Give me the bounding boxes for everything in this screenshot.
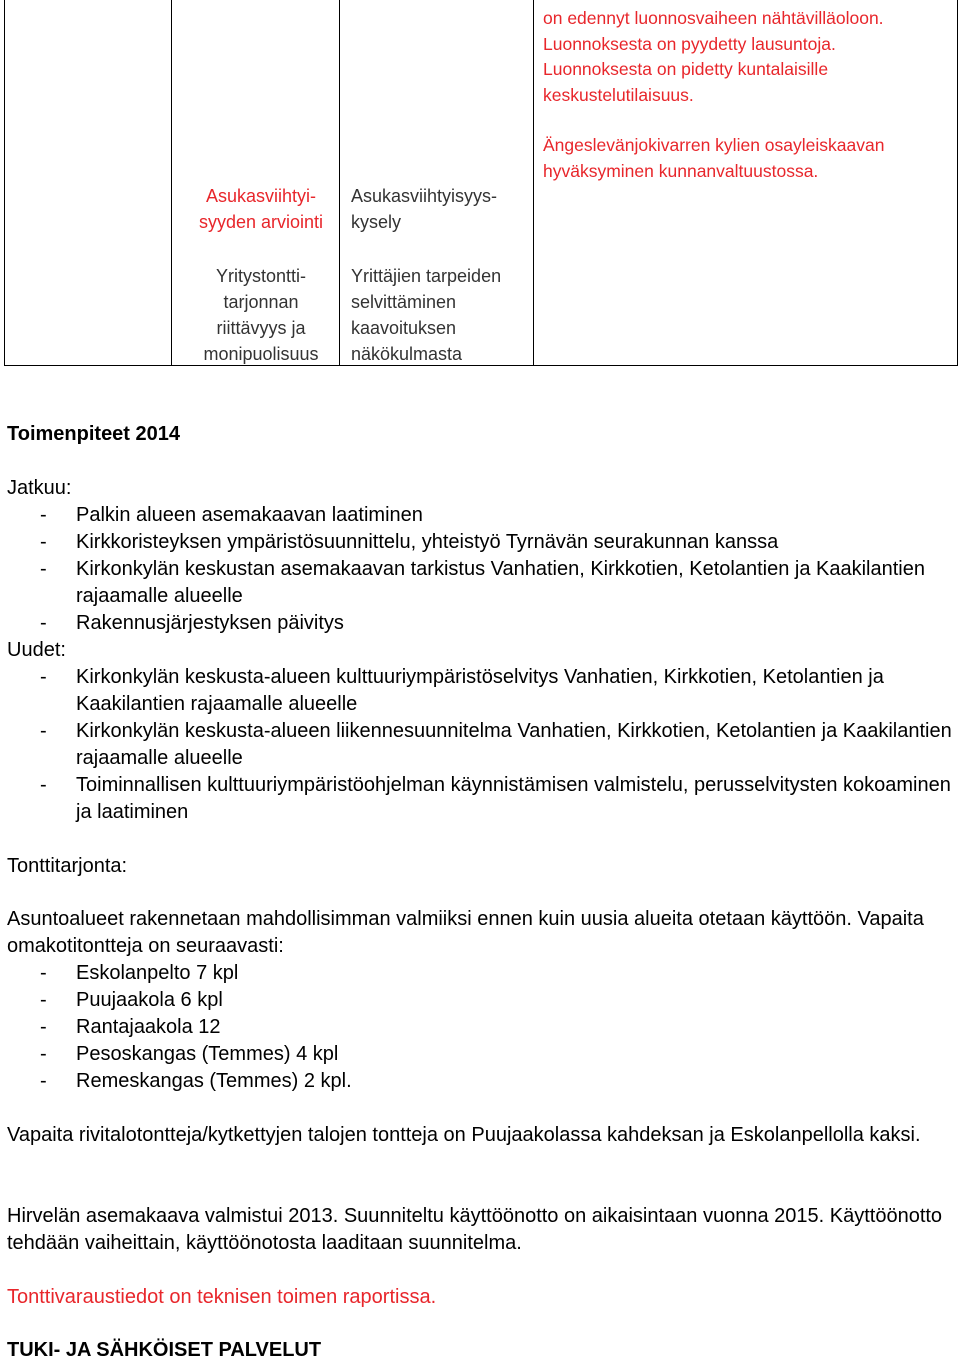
- list-item: - Rantajaakola 12: [40, 1016, 221, 1038]
- tonttitarjonta-label: Tonttitarjonta:: [7, 855, 128, 877]
- status-line: Luonnoksesta on pyydetty lausuntoja.: [543, 33, 836, 54]
- list-item: - Kirkkoristeyksen ympäristösuunnittelu, yhteistyö Tyrnävän seurakunnan kanssa: [40, 531, 779, 553]
- list-item: - Eskolanpelto 7 kpl: [40, 962, 239, 984]
- tonttitarjonta-section: [7, 906, 952, 1095]
- status-line: Luonnoksesta on pidetty kuntalaisille: [543, 59, 829, 79]
- list-item: - Puujaakola 6 kpl: [40, 989, 223, 1011]
- cell-asukasviihtyisyys-arviointi: Asukasviihtyi- syyden arviointi: [198, 186, 324, 232]
- toimenpiteet-lists: [7, 475, 952, 826]
- jatkuu-label: Jatkuu:: [7, 477, 72, 499]
- uudet-label: Uudet:: [7, 639, 66, 661]
- cell-asukasviihtyisyyskysely: Asukasviihtyisyys- kysely: [351, 186, 498, 232]
- hirvela-paragraph: Hirvelän asemakaava valmistui 2013. Suunniteltu käyttöönotto on aikaisintaan vuonna 2015. Käyttöönotto tehdään vaiheittain, käyttöönotosta laaditaan suunnitelma.: [7, 1205, 943, 1254]
- actions-table: [4, 0, 958, 366]
- section-heading-tuki-palvelut: TUKI- JA SÄHKÖISET PALVELUT: [7, 1339, 322, 1361]
- status-line: keskustelutilaisuus.: [543, 84, 694, 105]
- rivitalo-paragraph: Vapaita rivitalotontteja/kytkettyjen talojen tontteja on Puujaakolassa kahdeksan ja Eskolanpellolla kaksi.: [7, 1124, 921, 1146]
- tonttivaraus-note: Tonttivaraustiedot on teknisen toimen raportissa.: [7, 1286, 437, 1308]
- table-row-top-status: [543, 6, 953, 108]
- list-item: - Kirkonkylän keskustan asemakaavan tarkistus Vanhatien, Kirkkotien, Ketolantien ja Kaakilantien rajaamalle alueelle: [40, 558, 925, 607]
- list-item: - Palkin alueen asemakaavan laatiminen: [40, 504, 423, 526]
- cell-yritystonttitarjonta: Yritystontti- tarjonnan riittävyys ja monipuolisuus: [203, 266, 319, 364]
- table-column-divider: [533, 0, 534, 365]
- list-item: - Rakennusjärjestyksen päivitys: [40, 612, 344, 634]
- cell-yrittajien-tarpeet: Yrittäjien tarpeiden selvittäminen kaavoituksen näkökulmasta: [351, 266, 502, 364]
- table-column-divider: [171, 0, 172, 365]
- heading-toimenpiteet: Toimenpiteet 2014: [7, 423, 181, 445]
- list-item: - Kirkonkylän keskusta-alueen kulttuuriympäristöselvitys Vanhatien, Kirkkotien, Ketolantien ja Kaakilantien rajaamalle alueelle: [40, 666, 884, 715]
- list-item: - Kirkonkylän keskusta-alueen liikennesuunnitelma Vanhatien, Kirkkotien, Ketolantien ja Kaakilantien rajaamalle alueelle: [40, 720, 952, 769]
- list-item: - Remeskangas (Temmes) 2 kpl.: [40, 1070, 352, 1092]
- table-row-top-note: Ängeslevänjokivarren kylien osayleiskaavan hyväksyminen kunnanvaltuustossa.: [543, 135, 885, 181]
- list-item: - Toiminnallisen kulttuuriympäristöohjelman käynnistämisen valmistelu, perusselvitysten kokoaminen ja laatiminen: [40, 774, 951, 823]
- status-line: on edennyt luonnosvaiheen nähtävilläoloon.: [543, 8, 884, 28]
- list-item: - Pesoskangas (Temmes) 4 kpl: [40, 1043, 339, 1065]
- tonttitarjonta-intro: Asuntoalueet rakennetaan mahdollisimman valmiiksi ennen kuin uusia alueita otetaan käyttöön. Vapaita omakotitontteja on seuraavasti:: [7, 908, 924, 957]
